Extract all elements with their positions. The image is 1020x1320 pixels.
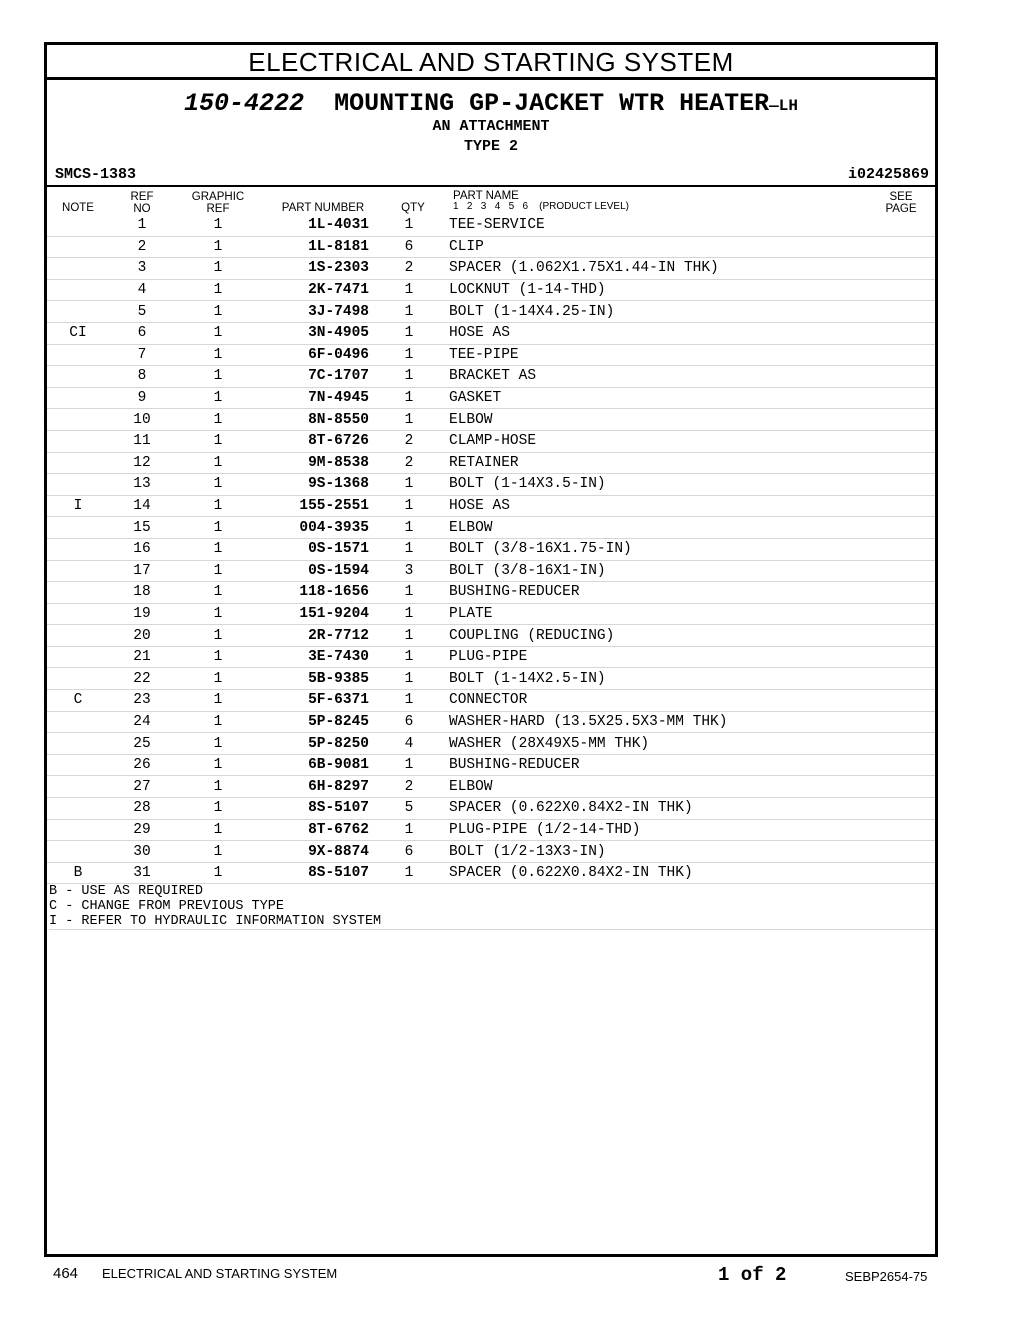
graphic-ref-cell: 1 <box>175 322 261 344</box>
table-row <box>47 236 935 258</box>
part-number-cell: 5P-8245 <box>261 711 369 733</box>
part-number-cell: 9S-1368 <box>261 474 369 496</box>
graphic-ref-cell: 1 <box>175 819 261 841</box>
note-cell <box>47 538 109 560</box>
ref-no-cell: 6 <box>109 322 175 344</box>
note-cell <box>47 776 109 798</box>
ref-no-cell: 30 <box>109 841 175 863</box>
note-cell <box>47 711 109 733</box>
note-cell: C <box>47 690 109 712</box>
note-cell <box>47 474 109 496</box>
footer-section: ELECTRICAL AND STARTING SYSTEM <box>102 1266 338 1281</box>
graphic-ref-cell: 1 <box>175 690 261 712</box>
table-row <box>47 215 935 236</box>
table-row <box>47 474 935 496</box>
note-cell: CI <box>47 322 109 344</box>
part-name-cell: TEE-PIPE <box>449 344 935 366</box>
note-cell: I <box>47 495 109 517</box>
note-cell <box>47 819 109 841</box>
qty-cell: 2 <box>369 776 449 798</box>
graphic-ref-cell: 1 <box>175 560 261 582</box>
note-cell <box>47 215 109 236</box>
part-number-cell: 6F-0496 <box>261 344 369 366</box>
part-name-cell: TEE-SERVICE <box>449 215 935 236</box>
part-name-cell: GASKET <box>449 387 935 409</box>
qty-cell: 1 <box>369 387 449 409</box>
footer-page-of: 1 of 2 <box>718 1264 787 1286</box>
qty-cell: 1 <box>369 279 449 301</box>
part-name-cell: BOLT (1/2-13X3-IN) <box>449 841 935 863</box>
part-number-cell: 8T-6762 <box>261 819 369 841</box>
parts-table-body <box>47 215 935 884</box>
graphic-ref-cell: 1 <box>175 798 261 820</box>
qty-cell: 1 <box>369 625 449 647</box>
qty-cell: 1 <box>369 862 449 884</box>
note-cell <box>47 344 109 366</box>
table-row <box>47 344 935 366</box>
group-heading <box>47 89 935 118</box>
note-cell <box>47 452 109 474</box>
part-number-cell: 7C-1707 <box>261 366 369 388</box>
table-row <box>47 387 935 409</box>
part-name-cell: CONNECTOR <box>449 690 935 712</box>
graphic-ref-cell: 1 <box>175 538 261 560</box>
part-number-cell: 5P-8250 <box>261 733 369 755</box>
header-divider <box>47 185 935 187</box>
graphic-ref-cell: 1 <box>175 711 261 733</box>
qty-cell: 1 <box>369 344 449 366</box>
note-cell <box>47 366 109 388</box>
qty-cell: 1 <box>369 603 449 625</box>
ref-no-cell: 22 <box>109 668 175 690</box>
ref-no-cell: 10 <box>109 409 175 431</box>
group-subtitle-attachment: AN ATTACHMENT <box>432 118 550 135</box>
table-row <box>47 258 935 280</box>
part-name-cell: ELBOW <box>449 776 935 798</box>
table-row <box>47 495 935 517</box>
part-number-cell: 6B-9081 <box>261 754 369 776</box>
table-row <box>47 819 935 841</box>
part-number-cell: 155-2551 <box>261 495 369 517</box>
ref-no-cell: 20 <box>109 625 175 647</box>
part-name-cell: PLATE <box>449 603 935 625</box>
ref-no-cell: 31 <box>109 862 175 884</box>
graphic-ref-cell: 1 <box>175 668 261 690</box>
table-row <box>47 366 935 388</box>
part-number-cell: 8T-6726 <box>261 430 369 452</box>
part-name-cell: BOLT (3/8-16X1.75-IN) <box>449 538 935 560</box>
ref-no-cell: 14 <box>109 495 175 517</box>
part-number-cell: 1S-2303 <box>261 258 369 280</box>
qty-cell: 1 <box>369 538 449 560</box>
part-number-cell: 8S-5107 <box>261 862 369 884</box>
qty-cell: 1 <box>369 215 449 236</box>
part-number-cell: 6H-8297 <box>261 776 369 798</box>
header-ref-no: REF NO <box>130 191 154 215</box>
ref-no-cell: 21 <box>109 646 175 668</box>
note-b: B - USE AS REQUIRED <box>49 884 203 899</box>
part-number-cell: 151-9204 <box>261 603 369 625</box>
part-number-cell: 8S-5107 <box>261 798 369 820</box>
graphic-ref-cell: 1 <box>175 258 261 280</box>
part-name-cell: SPACER (1.062X1.75X1.44-IN THK) <box>449 258 935 280</box>
footer-page-number: 464 <box>53 1265 79 1282</box>
qty-cell: 1 <box>369 409 449 431</box>
part-name-cell: BOLT (1-14X3.5-IN) <box>449 474 935 496</box>
part-name-cell: BRACKET AS <box>449 366 935 388</box>
table-row <box>47 560 935 582</box>
ref-no-cell: 4 <box>109 279 175 301</box>
part-name-cell: WASHER (28X49X5-MM THK) <box>449 733 935 755</box>
parts-page-frame <box>44 42 938 1257</box>
qty-cell: 1 <box>369 301 449 323</box>
note-cell <box>47 387 109 409</box>
note-cell <box>47 582 109 604</box>
ref-no-cell: 18 <box>109 582 175 604</box>
part-number-cell: 2R-7712 <box>261 625 369 647</box>
part-name-cell: PLUG-PIPE (1/2-14-THD) <box>449 819 935 841</box>
note-cell <box>47 625 109 647</box>
note-cell <box>47 754 109 776</box>
table-row <box>47 798 935 820</box>
graphic-ref-cell: 1 <box>175 517 261 539</box>
ref-no-cell: 29 <box>109 819 175 841</box>
part-name-cell: PLUG-PIPE <box>449 646 935 668</box>
group-name: MOUNTING GP-JACKET WTR HEATER <box>334 89 770 118</box>
part-name-cell: BOLT (3/8-16X1-IN) <box>449 560 935 582</box>
qty-cell: 1 <box>369 646 449 668</box>
table-row <box>47 301 935 323</box>
table-row <box>47 409 935 431</box>
table-row <box>47 625 935 647</box>
graphic-ref-cell: 1 <box>175 603 261 625</box>
graphic-ref-cell: 1 <box>175 452 261 474</box>
ref-no-cell: 12 <box>109 452 175 474</box>
graphic-ref-cell: 1 <box>175 344 261 366</box>
qty-cell: 5 <box>369 798 449 820</box>
note-cell <box>47 668 109 690</box>
qty-cell: 1 <box>369 366 449 388</box>
illustration-id: i02425869 <box>847 166 929 183</box>
table-row <box>47 841 935 863</box>
qty-cell: 1 <box>369 495 449 517</box>
table-row <box>47 668 935 690</box>
part-number-cell: 2K-7471 <box>261 279 369 301</box>
part-name-cell: BUSHING-REDUCER <box>449 754 935 776</box>
graphic-ref-cell: 1 <box>175 582 261 604</box>
table-row <box>47 776 935 798</box>
part-number-cell: 004-3935 <box>261 517 369 539</box>
part-number-cell: 8N-8550 <box>261 409 369 431</box>
note-i: I - REFER TO HYDRAULIC INFORMATION SYSTEM <box>49 914 382 929</box>
qty-cell: 2 <box>369 452 449 474</box>
part-name-cell: BOLT (1-14X2.5-IN) <box>449 668 935 690</box>
graphic-ref-cell: 1 <box>175 646 261 668</box>
ref-no-cell: 5 <box>109 301 175 323</box>
part-name-cell: BOLT (1-14X4.25-IN) <box>449 301 935 323</box>
part-name-cell: ELBOW <box>449 517 935 539</box>
table-row <box>47 538 935 560</box>
part-name-cell: HOSE AS <box>449 495 935 517</box>
part-name-cell: ELBOW <box>449 409 935 431</box>
part-name-cell: HOSE AS <box>449 322 935 344</box>
note-cell <box>47 409 109 431</box>
qty-cell: 6 <box>369 711 449 733</box>
qty-cell: 3 <box>369 560 449 582</box>
note-cell <box>47 560 109 582</box>
graphic-ref-cell: 1 <box>175 625 261 647</box>
graphic-ref-cell: 1 <box>175 474 261 496</box>
part-number-cell: 118-1656 <box>261 582 369 604</box>
ref-no-cell: 9 <box>109 387 175 409</box>
note-cell <box>47 841 109 863</box>
graphic-ref-cell: 1 <box>175 366 261 388</box>
ref-no-cell: 11 <box>109 430 175 452</box>
note-cell <box>47 517 109 539</box>
ref-no-cell: 16 <box>109 538 175 560</box>
group-subtitle-type: TYPE 2 <box>463 138 518 155</box>
qty-cell: 6 <box>369 841 449 863</box>
table-row <box>47 862 935 884</box>
table-row <box>47 279 935 301</box>
ref-no-cell: 3 <box>109 258 175 280</box>
qty-cell: 1 <box>369 582 449 604</box>
ref-no-cell: 8 <box>109 366 175 388</box>
ref-no-cell: 1 <box>109 215 175 236</box>
part-number-cell: 0S-1594 <box>261 560 369 582</box>
table-row <box>47 517 935 539</box>
qty-cell: 4 <box>369 733 449 755</box>
table-row <box>47 603 935 625</box>
qty-cell: 2 <box>369 258 449 280</box>
part-name-cell: LOCKNUT (1-14-THD) <box>449 279 935 301</box>
part-number-cell: 5B-9385 <box>261 668 369 690</box>
part-name-cell: BUSHING-REDUCER <box>449 582 935 604</box>
qty-cell: 1 <box>369 517 449 539</box>
graphic-ref-cell: 1 <box>175 841 261 863</box>
ref-no-cell: 28 <box>109 798 175 820</box>
table-row <box>47 322 935 344</box>
graphic-ref-cell: 1 <box>175 387 261 409</box>
part-number-cell: 1L-4031 <box>261 215 369 236</box>
table-row <box>47 754 935 776</box>
part-number-cell: 1L-8181 <box>261 236 369 258</box>
ref-no-cell: 19 <box>109 603 175 625</box>
part-number-cell: 9X-8874 <box>261 841 369 863</box>
ref-no-cell: 17 <box>109 560 175 582</box>
graphic-ref-cell: 1 <box>175 215 261 236</box>
graphic-ref-cell: 1 <box>175 279 261 301</box>
table-row <box>47 452 935 474</box>
qty-cell: 2 <box>369 430 449 452</box>
group-number: 150-4222 <box>184 89 305 118</box>
header-part-name: PART NAME <box>453 190 519 202</box>
note-c: C - CHANGE FROM PREVIOUS TYPE <box>49 899 284 914</box>
note-cell <box>47 646 109 668</box>
header-see-page: SEE PAGE <box>885 191 917 215</box>
graphic-ref-cell: 1 <box>175 776 261 798</box>
note-cell <box>47 733 109 755</box>
part-name-cell: SPACER (0.622X0.84X2-IN THK) <box>449 798 935 820</box>
table-row <box>47 711 935 733</box>
part-number-cell: 9M-8538 <box>261 452 369 474</box>
ref-no-cell: 23 <box>109 690 175 712</box>
group-suffix: —LH <box>769 97 798 115</box>
qty-cell: 1 <box>369 322 449 344</box>
table-row <box>47 646 935 668</box>
note-cell <box>47 236 109 258</box>
qty-cell: 6 <box>369 236 449 258</box>
graphic-ref-cell: 1 <box>175 495 261 517</box>
table-row <box>47 582 935 604</box>
qty-cell: 1 <box>369 690 449 712</box>
part-number-cell: 3N-4905 <box>261 322 369 344</box>
table-row <box>47 430 935 452</box>
ref-no-cell: 26 <box>109 754 175 776</box>
part-number-cell: 0S-1571 <box>261 538 369 560</box>
qty-cell: 1 <box>369 819 449 841</box>
ref-no-cell: 2 <box>109 236 175 258</box>
part-number-cell: 7N-4945 <box>261 387 369 409</box>
header-qty: QTY <box>401 202 425 214</box>
graphic-ref-cell: 1 <box>175 733 261 755</box>
header-graphic-ref: GRAPHIC REF <box>191 191 245 215</box>
graphic-ref-cell: 1 <box>175 862 261 884</box>
part-name-cell: WASHER-HARD (13.5X25.5X3-MM THK) <box>449 711 935 733</box>
part-name-cell: CLIP <box>449 236 935 258</box>
section-title: ELECTRICAL AND STARTING SYSTEM <box>47 45 935 80</box>
notes-section <box>49 884 935 930</box>
ref-no-cell: 7 <box>109 344 175 366</box>
qty-cell: 1 <box>369 474 449 496</box>
ref-no-cell: 13 <box>109 474 175 496</box>
note-cell <box>47 603 109 625</box>
graphic-ref-cell: 1 <box>175 754 261 776</box>
graphic-ref-cell: 1 <box>175 409 261 431</box>
header-note: NOTE <box>62 202 94 214</box>
graphic-ref-cell: 1 <box>175 236 261 258</box>
note-cell <box>47 279 109 301</box>
part-name-cell: COUPLING (REDUCING) <box>449 625 935 647</box>
ref-no-cell: 15 <box>109 517 175 539</box>
table-row <box>47 690 935 712</box>
note-cell: B <box>47 862 109 884</box>
header-part-number: PART NUMBER <box>281 202 365 214</box>
ref-no-cell: 27 <box>109 776 175 798</box>
note-cell <box>47 301 109 323</box>
ref-no-cell: 25 <box>109 733 175 755</box>
table-row <box>47 733 935 755</box>
part-name-cell: RETAINER <box>449 452 935 474</box>
parts-table <box>47 215 935 884</box>
smcs-code: SMCS-1383 <box>55 166 137 183</box>
qty-cell: 1 <box>369 754 449 776</box>
part-name-cell: SPACER (0.622X0.84X2-IN THK) <box>449 862 935 884</box>
part-number-cell: 3J-7498 <box>261 301 369 323</box>
ref-no-cell: 24 <box>109 711 175 733</box>
part-number-cell: 5F-6371 <box>261 690 369 712</box>
footer-doc-id: SEBP2654-75 <box>845 1269 928 1284</box>
header-product-level: 1 2 3 4 5 6 (PRODUCT LEVEL) <box>453 201 629 212</box>
graphic-ref-cell: 1 <box>175 301 261 323</box>
note-cell <box>47 430 109 452</box>
note-cell <box>47 258 109 280</box>
part-name-cell: CLAMP-HOSE <box>449 430 935 452</box>
part-number-cell: 3E-7430 <box>261 646 369 668</box>
note-cell <box>47 798 109 820</box>
qty-cell: 1 <box>369 668 449 690</box>
graphic-ref-cell: 1 <box>175 430 261 452</box>
